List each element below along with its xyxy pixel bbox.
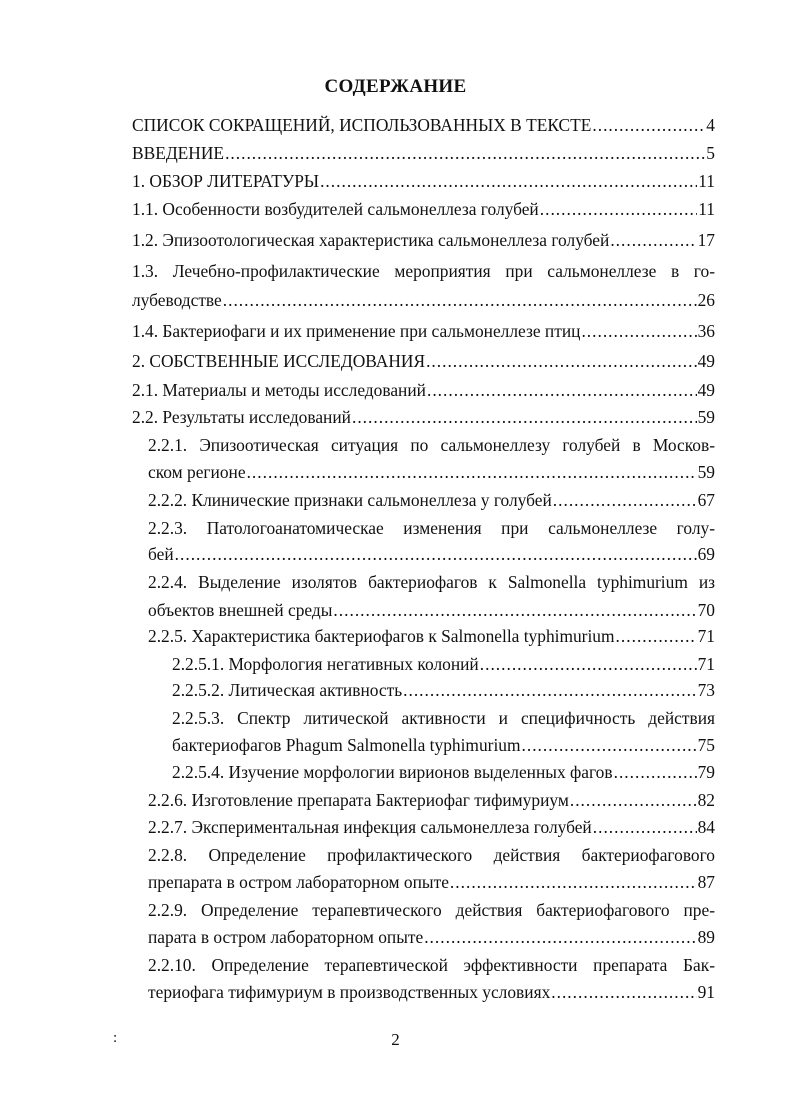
dot-leader xyxy=(320,168,697,194)
toc-entry[interactable] xyxy=(132,140,715,166)
toc-entry-page: 73 xyxy=(697,680,715,700)
toc-entry[interactable] xyxy=(148,487,715,513)
toc-entry-page: 17 xyxy=(697,230,715,250)
dot-leader xyxy=(592,112,705,138)
toc-entry-title: объектов внешней среды xyxy=(148,600,333,620)
dot-leader xyxy=(614,759,697,785)
toc-entry-page: 59 xyxy=(697,407,715,427)
toc-entry-page: 87 xyxy=(697,872,715,892)
toc-entry-title: 2.2.5.2. Литическая активность xyxy=(172,680,403,700)
toc-entry-page: 89 xyxy=(697,927,715,947)
dot-leader xyxy=(225,140,705,166)
toc-entry[interactable] xyxy=(172,732,715,758)
toc-entry[interactable] xyxy=(148,979,715,1005)
toc-entry-first-line[interactable]: 2.2.3. Патологоанатомическае изменения при сальмонеллезе голу- xyxy=(148,518,715,538)
toc-entry-first-line[interactable]: 2.2.5.3. Спектр литической активности и специфичность действия xyxy=(172,708,715,728)
toc-entry-first-line[interactable]: 2.2.1. Эпизоотическая ситуация по сальмонеллезу голубей в Москов- xyxy=(148,435,715,455)
page-title: СОДЕРЖАНИЕ xyxy=(324,76,467,97)
dot-leader xyxy=(424,924,696,950)
toc-entry-page: 79 xyxy=(697,762,715,782)
dot-leader xyxy=(522,732,697,758)
toc-entry-title: ском регионе xyxy=(148,462,246,482)
toc-entry[interactable] xyxy=(132,318,715,344)
toc-entry-page: 36 xyxy=(697,321,715,341)
toc-entry-title: 1.1. Особенности возбудителей сальмонеллеза голубей xyxy=(132,199,539,219)
toc-entry-first-line[interactable]: 2.2.10. Определение терапевтической эффективности препарата Бак- xyxy=(148,955,715,975)
margin-mark: : xyxy=(113,1030,118,1046)
toc-entry[interactable] xyxy=(132,112,715,138)
dot-leader xyxy=(551,979,696,1005)
dot-leader xyxy=(403,677,696,703)
toc-entry-page: 11 xyxy=(698,171,715,191)
toc-entry-first-line[interactable]: 2.2.4. Выделение изолятов бактериофагов к Salmonella typhimurium из xyxy=(148,572,715,592)
toc-entry-title: СПИСОК СОКРАЩЕНИЙ, ИСПОЛЬЗОВАННЫХ В ТЕКСТЕ xyxy=(132,115,592,135)
toc-entry[interactable] xyxy=(148,814,715,840)
toc-entry-page: 84 xyxy=(697,817,715,837)
dot-leader xyxy=(480,651,697,677)
toc-entry-title: бей xyxy=(148,544,174,564)
toc-entry-title: лубеводстве xyxy=(132,290,222,310)
toc-entry-page: 5 xyxy=(706,143,715,163)
dot-leader xyxy=(247,459,697,485)
toc-entry-title: 2.2.5.1. Морфология негативных колоний xyxy=(172,654,479,674)
toc-entry-title: териофага тифимуриум в производственных условиях xyxy=(148,982,551,1002)
toc-entry[interactable] xyxy=(132,377,715,403)
toc-entry[interactable] xyxy=(132,404,715,430)
toc-entry-title: 2.2.2. Клинические признаки сальмонеллеза у голубей xyxy=(148,490,552,510)
toc-entry-title: 2. СОБСТВЕННЫЕ ИССЛЕДОВАНИЯ xyxy=(132,351,426,371)
toc-entry-title: 2.1. Материалы и методы исследований xyxy=(132,380,426,400)
dot-leader xyxy=(333,597,696,623)
toc-entry-title: препарата в остром лабораторном опыте xyxy=(148,872,449,892)
toc-entry-page: 26 xyxy=(697,290,715,310)
toc-entry-page: 69 xyxy=(697,544,715,564)
toc-entry-title: 1.2. Эпизоотологическая характеристика сальмонеллеза голубей xyxy=(132,230,610,250)
dot-leader xyxy=(175,541,697,567)
toc-entry-page: 71 xyxy=(697,654,715,674)
dot-leader xyxy=(352,404,697,430)
dot-leader xyxy=(616,623,697,649)
toc-entry[interactable] xyxy=(148,623,715,649)
toc-entry-page: 75 xyxy=(697,735,715,755)
toc-entry[interactable] xyxy=(132,227,715,253)
toc-entry-page: 49 xyxy=(697,380,715,400)
toc-entry-title: 2.2.5.4. Изучение морфологии вирионов выделенных фагов xyxy=(172,762,613,782)
toc-entry-page: 91 xyxy=(697,982,715,1002)
toc-entry[interactable] xyxy=(172,677,715,703)
toc-entry-title: 1. ОБЗОР ЛИТЕРАТУРЫ xyxy=(132,171,320,191)
dot-leader xyxy=(581,318,696,344)
toc-entry[interactable] xyxy=(172,759,715,785)
toc-entry-page: 82 xyxy=(697,790,715,810)
toc-entry-page: 49 xyxy=(697,351,715,371)
dot-leader xyxy=(570,787,697,813)
dot-leader xyxy=(540,196,698,222)
dot-leader xyxy=(553,487,697,513)
toc-entry-page: 70 xyxy=(697,600,715,620)
toc-entry-page: 71 xyxy=(697,626,715,646)
dot-leader xyxy=(450,869,697,895)
dot-leader xyxy=(223,287,697,313)
toc-entry-page: 67 xyxy=(697,490,715,510)
toc-entry[interactable] xyxy=(148,459,715,485)
toc-entry-title: 2.2.7. Экспериментальная инфекция сальмонеллеза голубей xyxy=(148,817,592,837)
toc-entry[interactable] xyxy=(148,541,715,567)
toc-entry[interactable] xyxy=(148,924,715,950)
toc-entry[interactable] xyxy=(172,651,715,677)
toc-entry[interactable] xyxy=(132,196,715,222)
toc-entry[interactable] xyxy=(132,168,715,194)
toc-entry[interactable] xyxy=(132,348,715,374)
dot-leader xyxy=(426,348,697,374)
toc-entry-first-line[interactable]: 1.3. Лечебно-профилактические мероприятия при сальмонеллезе в го- xyxy=(132,261,715,281)
toc-entry-page: 59 xyxy=(697,462,715,482)
toc-entry-title: 1.4. Бактериофаги и их применение при сальмонеллезе птиц xyxy=(132,321,581,341)
toc-entry-title: 2.2. Результаты исследований xyxy=(132,407,351,427)
toc-entry[interactable] xyxy=(148,787,715,813)
dot-leader xyxy=(593,814,697,840)
toc-entry-first-line[interactable]: 2.2.8. Определение профилактического действия бактериофагового xyxy=(148,845,715,865)
toc-entry[interactable] xyxy=(148,869,715,895)
dot-leader xyxy=(427,377,697,403)
toc-entry[interactable] xyxy=(132,287,715,313)
page-number: 2 xyxy=(391,1030,400,1049)
toc-entry-title: парата в остром лабораторном опыте xyxy=(148,927,424,947)
toc-entry-page: 4 xyxy=(706,115,715,135)
toc-entry-page: 11 xyxy=(698,199,715,219)
toc-entry-title: бактериофагов Phagum Salmonella typhimurium xyxy=(172,735,521,755)
toc-entry-title: ВВЕДЕНИЕ xyxy=(132,143,225,163)
toc-entry-title: 2.2.5. Характеристика бактериофагов к Salmonella typhimurium xyxy=(148,626,615,646)
toc-entry[interactable] xyxy=(148,597,715,623)
toc-entry-title: 2.2.6. Изготовление препарата Бактериофаг тифимуриум xyxy=(148,790,569,810)
dot-leader xyxy=(610,227,696,253)
toc-entry-first-line[interactable]: 2.2.9. Определение терапевтического действия бактериофагового пре- xyxy=(148,900,715,920)
